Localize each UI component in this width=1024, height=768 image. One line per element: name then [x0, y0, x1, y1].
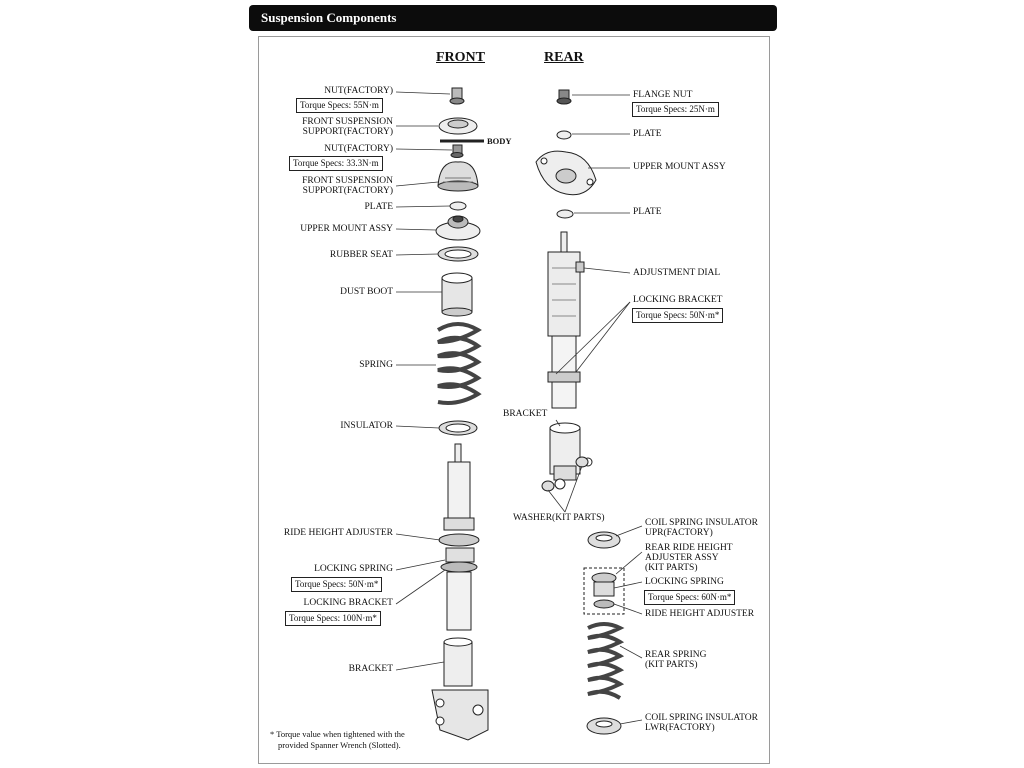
front-nut-1-label: NUT(FACTORY) — [324, 86, 393, 96]
rear-spring-icon — [588, 624, 620, 698]
front-nut-1-icon — [450, 88, 464, 104]
front-rubber-seat-icon — [438, 247, 478, 261]
rear-flange-nut-label: FLANGE NUT — [633, 90, 693, 100]
front-ride-height-adjuster-label: RIDE HEIGHT ADJUSTER — [283, 528, 393, 538]
front-nut-2-icon — [451, 145, 463, 158]
rear-spring-label-a: REAR SPRING — [645, 650, 707, 660]
rear-plate-1-label: PLATE — [633, 129, 662, 139]
front-insulator-icon — [439, 421, 477, 435]
front-support-2-label-b: SUPPORT(FACTORY) — [302, 186, 393, 196]
front-plate-icon — [450, 202, 466, 210]
rear-locking-bracket-label: LOCKING BRACKET — [633, 295, 723, 305]
rear-torque-3-box: Torque Specs: 60N·m* — [644, 590, 735, 605]
rear-upper-mount-icon — [536, 151, 596, 195]
rear-rha-label-b: ADJUSTER ASSY — [645, 553, 719, 563]
front-torque-3-box: Torque Specs: 50N·m* — [291, 577, 382, 592]
front-bracket-icon — [432, 638, 488, 740]
rear-torque-1-box: Torque Specs: 25N·m — [632, 102, 719, 117]
heading-front: FRONT — [436, 50, 485, 65]
heading-rear: REAR — [544, 50, 584, 65]
front-insulator-label: INSULATOR — [340, 421, 393, 431]
rear-bracket-label: BRACKET — [503, 409, 548, 419]
rear-coil-upr-icon — [588, 532, 620, 548]
rear-torque-2-box: Torque Specs: 50N·m* — [632, 308, 723, 323]
front-locking-spring-label: LOCKING SPRING — [314, 564, 393, 574]
rear-upper-mount-label: UPPER MOUNT ASSY — [633, 162, 726, 172]
body-label: BODY — [487, 136, 512, 146]
rear-plate-1-icon — [557, 131, 571, 139]
front-torque-2-box: Torque Specs: 33.3N·m — [289, 156, 383, 171]
front-nut-2-label: NUT(FACTORY) — [324, 144, 393, 154]
front-shock-icon — [439, 444, 479, 630]
header-title: Suspension Components — [261, 10, 397, 25]
front-support-1-label-b: SUPPORT(FACTORY) — [302, 127, 393, 137]
front-plate-label: PLATE — [364, 202, 393, 212]
front-rubber-seat-label: RUBBER SEAT — [329, 250, 393, 260]
rear-ride-height-adjuster-label: RIDE HEIGHT ADJUSTER — [645, 609, 755, 619]
rear-spring-label-b: (KIT PARTS) — [645, 660, 698, 670]
rear-plate-2-label: PLATE — [633, 207, 662, 217]
front-locking-bracket-label: LOCKING BRACKET — [303, 598, 393, 608]
rear-coil-lwr-icon — [587, 718, 621, 734]
front-torque-4-box: Torque Specs: 100N·m* — [285, 611, 381, 626]
footnote-line-2: provided Spanner Wrench (Slotted). — [278, 740, 401, 750]
rear-washer-label: WASHER(KIT PARTS) — [513, 513, 605, 523]
front-bracket-label: BRACKET — [348, 664, 393, 674]
rear-rha-label-c: (KIT PARTS) — [645, 563, 698, 573]
footnote-line-1: * Torque value when tightened with the — [270, 729, 405, 739]
front-support-1-label-a: FRONT SUSPENSION — [302, 117, 393, 127]
rear-bracket-icon — [550, 423, 592, 489]
front-dust-boot-icon — [442, 273, 472, 316]
front-support-2-icon — [438, 162, 478, 191]
front-upper-mount-icon — [436, 216, 480, 240]
rear-flange-nut-icon — [557, 90, 571, 104]
front-spring-icon — [438, 324, 478, 403]
front-dust-boot-label: DUST BOOT — [340, 287, 393, 297]
rear-locking-spring-label: LOCKING SPRING — [645, 577, 724, 587]
front-support-1-icon — [439, 118, 477, 134]
rear-coil-upr-label-b: UPR(FACTORY) — [645, 528, 713, 538]
leader-lines — [396, 92, 642, 724]
rear-coil-upr-label-a: COIL SPRING INSULATOR — [645, 518, 758, 528]
front-spring-label: SPRING — [359, 360, 393, 370]
rear-adjuster-parts-icon — [592, 573, 616, 608]
rear-coil-lwr-label-a: COIL SPRING INSULATOR — [645, 713, 758, 723]
rear-rha-label-a: REAR RIDE HEIGHT — [645, 543, 733, 553]
front-upper-mount-label: UPPER MOUNT ASSY — [300, 224, 393, 234]
front-torque-1-box: Torque Specs: 55N·m — [296, 98, 383, 113]
rear-shock-icon — [548, 232, 584, 408]
rear-coil-lwr-label-b: LWR(FACTORY) — [645, 723, 715, 733]
rear-adjustment-dial-label: ADJUSTMENT DIAL — [633, 268, 721, 278]
rear-plate-2-icon — [557, 210, 573, 218]
front-support-2-label-a: FRONT SUSPENSION — [302, 176, 393, 186]
